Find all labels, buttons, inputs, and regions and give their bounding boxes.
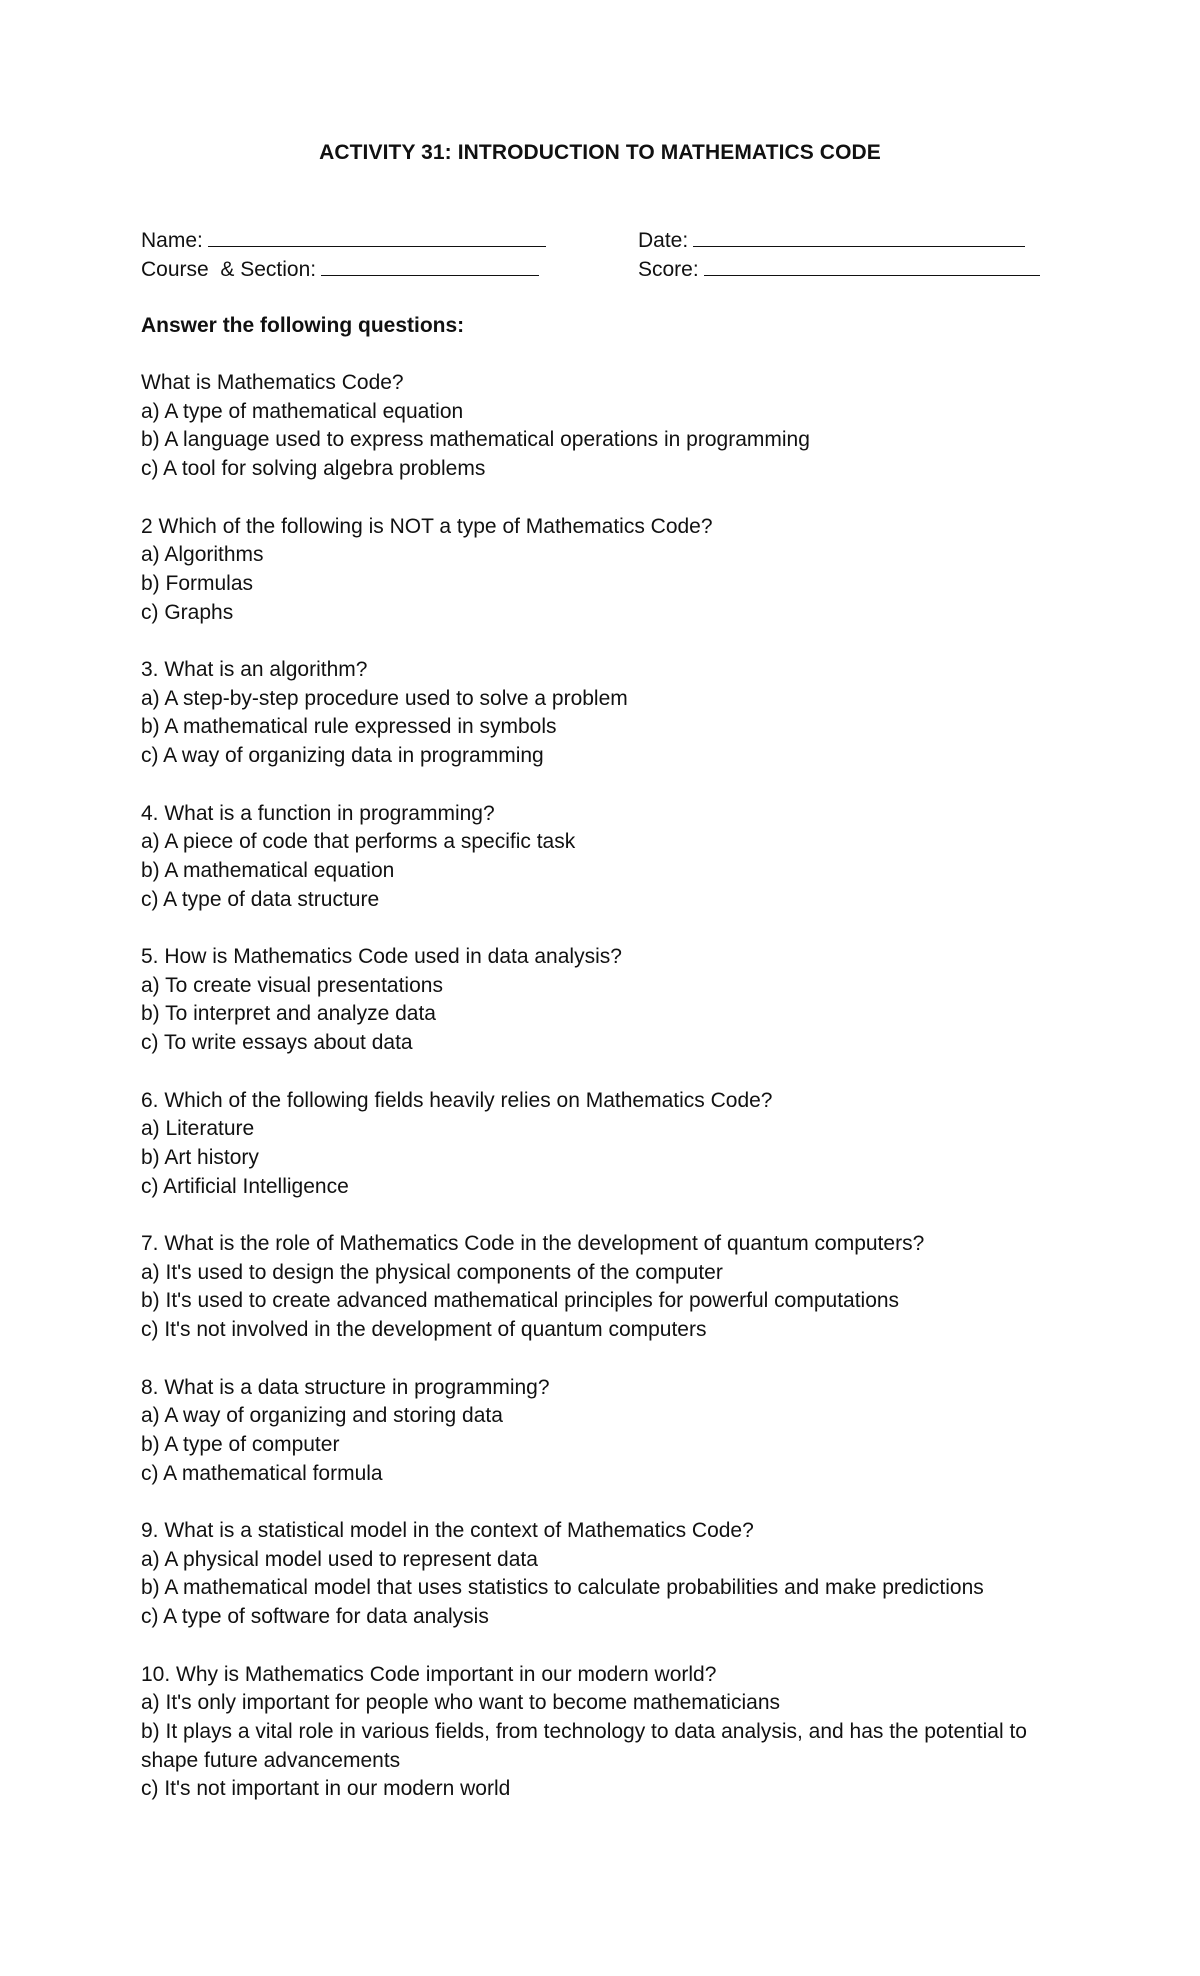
instructions-heading: Answer the following questions: [141,314,465,337]
option-a[interactable]: a) A type of mathematical equation [141,399,464,423]
course-section-blank-line[interactable] [321,257,539,276]
option-a[interactable]: a) It's used to design the physical components of the computer [141,1260,723,1284]
question-3 [141,656,1071,771]
option-b[interactable]: b) It plays a vital role in various fields, from technology to data analysis, and has the potential to shape future advancements [141,1719,1027,1772]
question-9 [141,1517,1071,1632]
option-c[interactable]: c) Artificial Intelligence [141,1174,349,1198]
option-c[interactable]: c) It's not involved in the development of quantum computers [141,1318,707,1342]
question-text: 8. What is a data structure in programming? [141,1375,550,1399]
page-title: ACTIVITY 31: INTRODUCTION TO MATHEMATICS CODE [319,141,881,164]
question-list [141,369,1071,1833]
option-b[interactable]: b) A mathematical rule expressed in symbols [141,715,557,739]
option-b[interactable]: b) Formulas [141,571,254,595]
option-b[interactable]: b) A mathematical model that uses statistics to calculate probabilities and make predictions [141,1576,984,1600]
name-blank-line[interactable] [208,228,546,247]
option-a[interactable]: a) Literature [141,1117,255,1141]
question-8 [141,1374,1071,1489]
question-text: What is Mathematics Code? [141,371,404,394]
question-text: 2 Which of the following is NOT a type of Mathematics Code? [141,514,713,538]
question-text: 5. How is Mathematics Code used in data analysis? [141,945,622,968]
question-text: 6. Which of the following fields heavily relies on Mathematics Code? [141,1088,773,1112]
option-c[interactable]: c) A type of software for data analysis [141,1605,489,1629]
question-text: 7. What is the role of Mathematics Code in the development of quantum computers? [141,1232,925,1255]
question-text: 3. What is an algorithm? [141,658,368,681]
option-b[interactable]: b) Art history [141,1145,259,1169]
option-b[interactable]: b) A language used to express mathematical operations in programming [141,428,810,452]
option-a[interactable]: a) A physical model used to represent data [141,1547,538,1571]
course-section-field [141,255,539,284]
date-field [638,226,1025,255]
name-field [141,226,546,255]
date-blank-line[interactable] [693,228,1025,247]
option-c[interactable]: c) A tool for solving algebra problems [141,457,486,481]
question-7 [141,1230,1071,1345]
date-label: Date: [638,229,689,252]
option-a[interactable]: a) A step-by-step procedure used to solve a problem [141,686,628,710]
option-c[interactable]: c) A mathematical formula [141,1461,383,1485]
question-1 [141,369,1071,484]
option-a[interactable]: a) A piece of code that performs a specific task [141,830,576,854]
score-blank-line[interactable] [704,257,1040,276]
option-a[interactable]: a) It's only important for people who want to become mathematicians [141,1691,780,1715]
option-c[interactable]: c) To write essays about data [141,1031,413,1055]
question-5 [141,943,1071,1058]
question-text: 10. Why is Mathematics Code important in our modern world? [141,1662,717,1686]
option-b[interactable]: b) A mathematical equation [141,858,395,882]
question-text: 9. What is a statistical model in the context of Mathematics Code? [141,1519,754,1542]
option-b[interactable]: b) It's used to create advanced mathematical principles for powerful computations [141,1289,900,1313]
course-section-label: Course & Section: [141,258,317,281]
option-c[interactable]: c) A type of data structure [141,887,380,911]
question-10 [141,1661,1071,1805]
option-a[interactable]: a) A way of organizing and storing data [141,1404,503,1428]
option-a[interactable]: a) Algorithms [141,543,264,567]
option-a[interactable]: a) To create visual presentations [141,973,443,997]
option-c[interactable]: c) It's not important in our modern world [141,1777,511,1801]
option-b[interactable]: b) To interpret and analyze data [141,1002,436,1026]
option-c[interactable]: c) A way of organizing data in programming [141,744,544,768]
option-c[interactable]: c) Graphs [141,600,234,624]
question-6 [141,1087,1071,1202]
question-text: 4. What is a function in programming? [141,801,495,825]
score-label: Score: [638,258,699,281]
score-field [638,255,1040,284]
question-4 [141,800,1071,915]
name-label: Name: [141,229,203,252]
question-2 [141,513,1071,628]
option-b[interactable]: b) A type of computer [141,1432,340,1456]
